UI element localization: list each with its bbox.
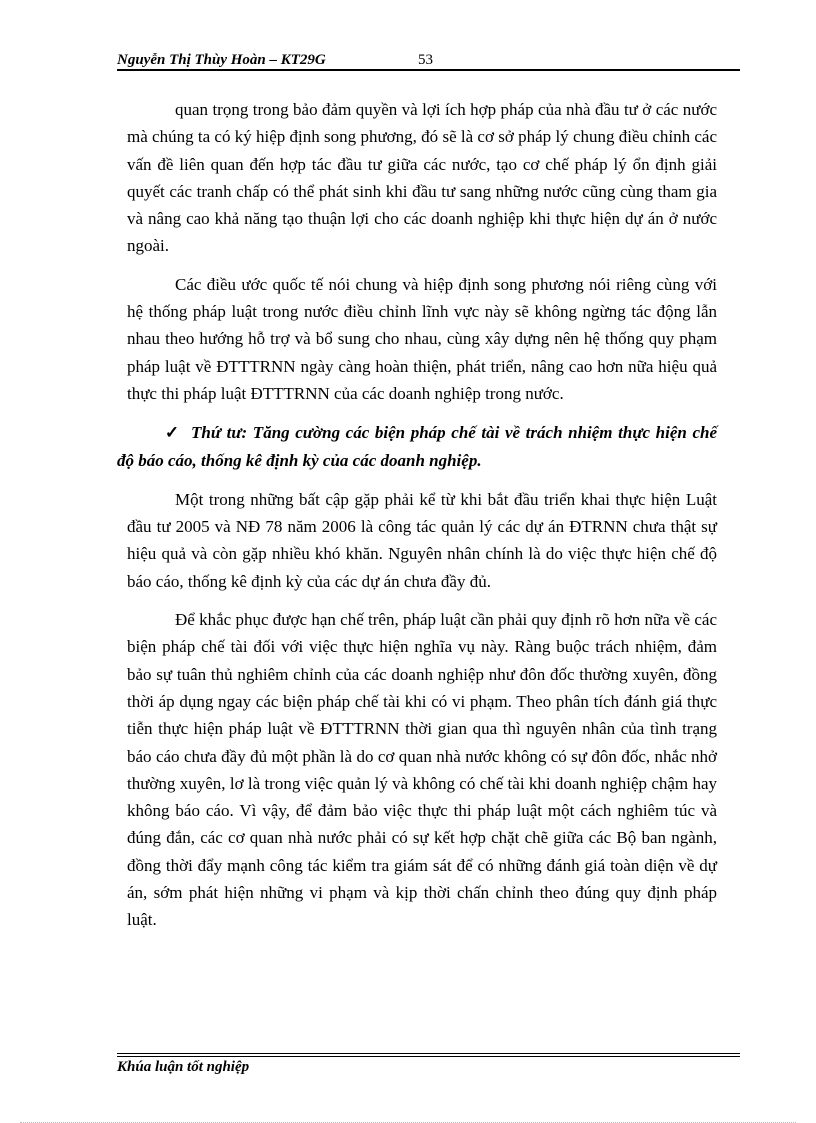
footer-text: Khúa luận tốt nghiệp [117,1059,250,1075]
paragraph-4: Để khắc phục được hạn chế trên, pháp luật cần phải quy định rõ hơn nữa về các biện pháp chế tài đối với việc thực hiện nghĩa vụ này. Ràng buộc trách nhiệm, đảm bảo sự tuân thủ nghiêm chỉnh của các doanh nghiệp như đôn đốc thường xuyên, đồng thời áp dụng ngay các biện pháp chế tài khi có vi phạm. Theo phân tích đánh giá thực tiễn thực hiện pháp luật về ĐTTTRNN thời gian qua thì nguyên nhân của tình trạng báo cáo chưa đầy đủ một phần là do cơ quan nhà nước không có sự đôn đốc, nhắc nhở thường xuyên, lơ là trong việc quản lý và không có chế tài khi doanh nghiệp chậm hay không báo cáo. Vì vậy, để đảm bảo việc thực thi pháp luật một cách nghiêm túc và đúng đắn, các cơ quan nhà nước phải có sự kết hợp chặt chẽ giữa các Bộ ban ngành, đồng thời đẩy mạnh công tác kiểm tra giám sát để có những đánh giá toàn diện về dự án, sớm phát hiện những vi phạm và kịp thời chấn chỉnh theo đúng quy định pháp luật. [127,610,717,930]
section-heading-text: Thứ tư: Tăng cường các biện pháp chế tài về trách nhiệm thực hiện chế độ báo cáo, thống kê định kỳ của các doanh nghiệp. [117,423,717,470]
section-heading [117,419,717,474]
page-number: 53 [418,52,433,68]
page-body [117,96,717,934]
paragraph-1: quan trọng trong bảo đảm quyền và lợi ích hợp pháp của nhà đầu tư ở các nước mà chúng ta có ký hiệp định song phương, đó sẽ là cơ sở pháp lý chung điều chỉnh các vấn đề liên quan đến hợp tác đầu tư giữa các nước, tạo cơ chế pháp lý ổn định giải quyết các tranh chấp có thể phát sinh khi đầu tư sang những nước cũng cùng tham gia và nâng cao khả năng tạo thuận lợi cho các doanh nghiệp khi thực hiện dự án ở nước ngoài. [127,100,717,256]
footer-rule-top [117,1053,740,1054]
header-rule [117,69,740,71]
footer-rule-bottom [117,1056,740,1057]
header-author: Nguyễn Thị Thùy Hoàn – KT29G [117,52,326,68]
paragraph-2: Các điều ước quốc tế nói chung và hiệp định song phương nói riêng cùng với hệ thống pháp luật trong nước điều chỉnh lĩnh vực này sẽ không ngừng tác động lẫn nhau theo hướng hỗ trợ và bổ sung cho nhau, cùng xây dựng nên hệ thống quy phạm pháp luật về ĐTTTRNN ngày càng hoàn thiện, phát triển, nâng cao hơn nữa hiệu quả thực thi pháp luật ĐTTTRNN của các doanh nghiệp trong nước. [127,274,717,403]
paragraph-3: Một trong những bất cập gặp phải kể từ khi bắt đầu triển khai thực hiện Luật đầu tư 2005 và NĐ 78 năm 2006 là công tác quản lý các dự án ĐTRNN chưa thật sự hiệu quả và còn gặp nhiều khó khăn. Nguyên nhân chính là do việc thực hiện chế độ báo cáo, thống kê định kỳ của các dự án chưa đầy đủ. [127,489,717,591]
check-icon: ✓ [164,423,180,443]
